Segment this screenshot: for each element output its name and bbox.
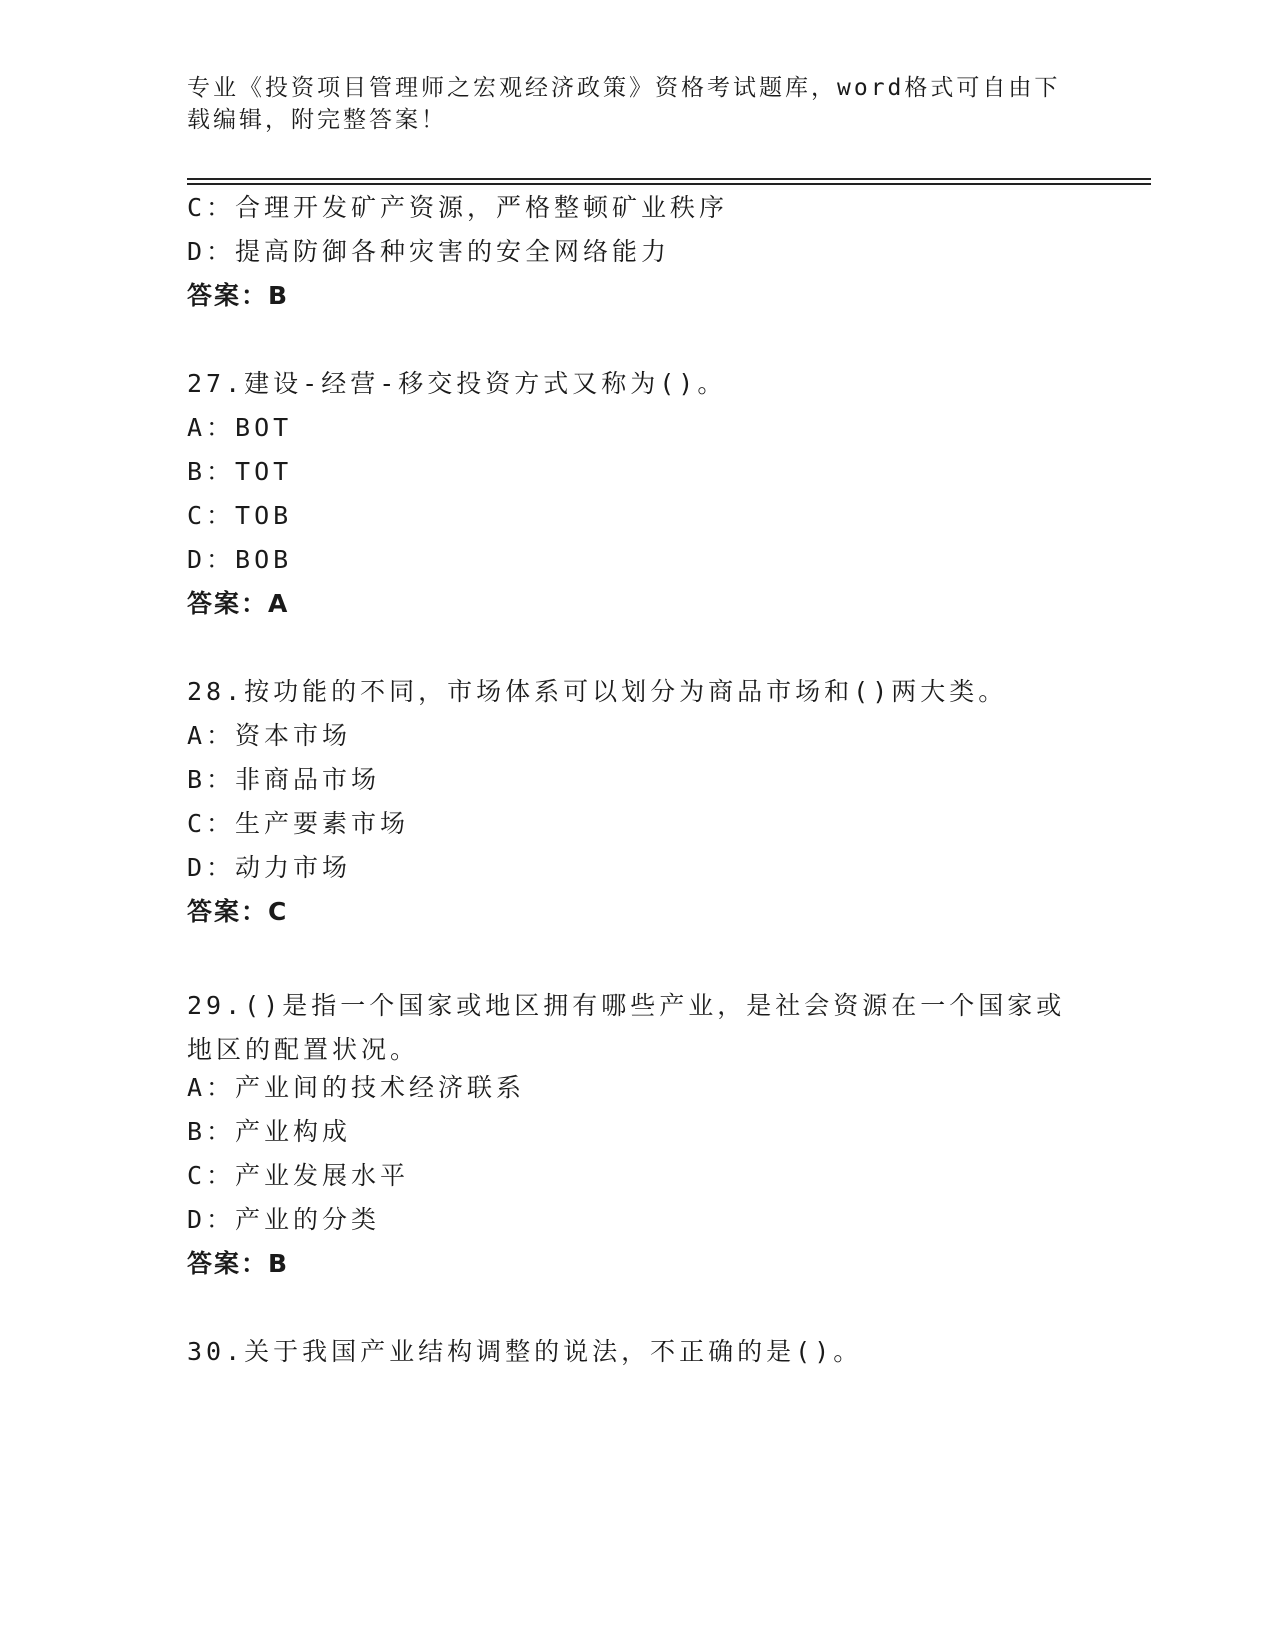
document-header: 专业《投资项目管理师之宏观经济政策》资格考试题库，word格式可自由下载编辑，附完整答案！	[187, 75, 1061, 133]
q29-answer: 答案：B	[187, 1249, 290, 1278]
q28-option-a: A：资本市场	[187, 721, 352, 750]
q28-option-b: B：非商品市场	[187, 765, 381, 794]
q27-question: 27.建设-经营-移交投资方式又称为()。	[187, 369, 727, 398]
q27-option-b: B：TOT	[187, 457, 293, 486]
q27-option-c: C：TOB	[187, 501, 293, 530]
q26-option-d: D：提高防御各种灾害的安全网络能力	[187, 237, 671, 266]
q30-question: 30.关于我国产业结构调整的说法，不正确的是()。	[187, 1337, 863, 1366]
q27-option-a: A：BOT	[187, 413, 293, 442]
q29-option-b: B：产业构成	[187, 1117, 352, 1146]
q29-option-a: A：产业间的技术经济联系	[187, 1073, 526, 1102]
q28-question: 28.按功能的不同，市场体系可以划分为商品市场和()两大类。	[187, 677, 1008, 706]
q29-option-c: C：产业发展水平	[187, 1161, 410, 1190]
q27-option-d: D：BOB	[187, 545, 293, 574]
q29-question: 29.()是指一个国家或地区拥有哪些产业，是社会资源在一个国家或地区的配置状况。	[187, 991, 1066, 1064]
q28-answer: 答案：C	[187, 897, 289, 926]
header-rule-top	[187, 178, 1151, 180]
q29-option-d: D：产业的分类	[187, 1205, 381, 1234]
q28-option-d: D：动力市场	[187, 853, 352, 882]
q26-answer: 答案：B	[187, 281, 290, 310]
header-rule-bottom	[187, 183, 1151, 185]
q26-option-c: C：合理开发矿产资源，严格整顿矿业秩序	[187, 193, 729, 222]
q28-option-c: C：生产要素市场	[187, 809, 410, 838]
q27-answer: 答案：A	[187, 589, 290, 618]
